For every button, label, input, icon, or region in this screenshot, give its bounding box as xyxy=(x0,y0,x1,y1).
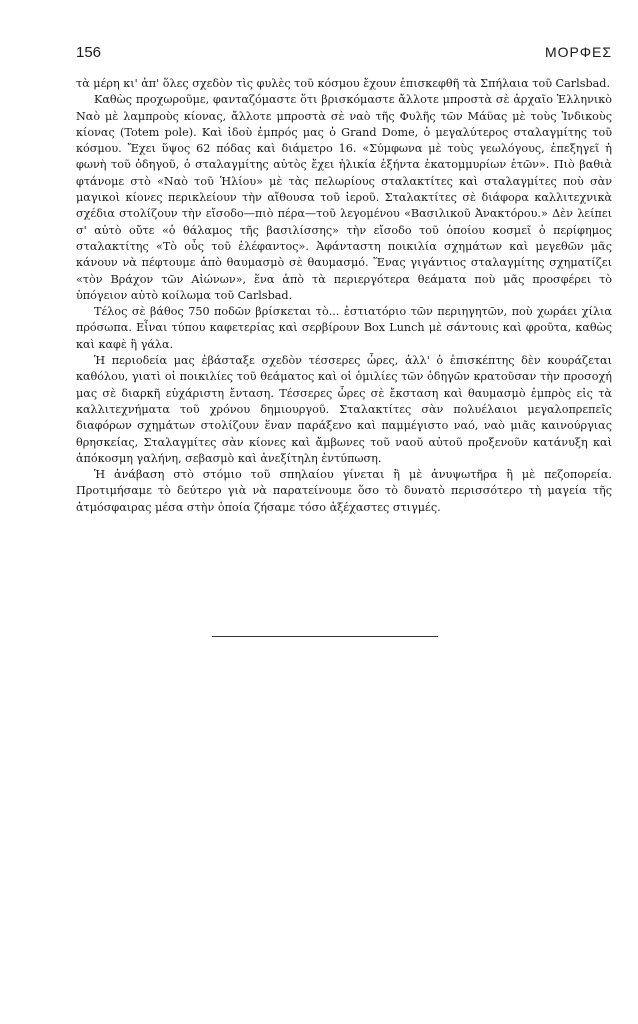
running-title: ΜΟΡΦΕΣ xyxy=(544,44,612,60)
paragraph-tour-duration: Ἡ περιοδεία μας ἐβάσταξε σχεδὸν τέσσερες ὧρες, ἀλλ' ὁ ἐπισκέπτης δὲν κουράζεται καθόλου, γιατὶ οἱ ποικιλίες τοῦ θεάματος καὶ οἱ ὁμιλίες τῶν ὁδηγῶν κρατοῦσαν τὴν προσοχή μας σὲ διαρκῆ εὐχάριστη ἔνταση. Τέσσερες ὧρες σὲ ἔκσταση καὶ θαυμασμὸ ἐμπρὸς εἰς τὰ καλλιτεχνήματα τοῦ χρόνου δημιουργοῦ. Σταλακτίτες σὰν πολυέλαιοι μεγαλοπρεπεῖς διαφόρων σχημάτων στολίζουν ἕναν παράξενο καὶ παμμέγιστο ναό, ναὸ μιᾶς καινούργιας θρησκείας, Σταλαγμίτες σὰν κίονες καὶ ἄμβωνες τοῦ ναοῦ αὐτοῦ προξενοῦν κατάνυξη καὶ ἀπόκοσμη γαλήνη, σεβασμὸ καὶ ἀνεξίτηλη ἐντύπωση. xyxy=(76,354,612,465)
paragraph-continued: τὰ μέρη κι' ἀπ' ὅλες σχεδὸν τὶς φυλὲς τοῦ κόσμου ἔχουν ἐπισκεφθῆ τὰ Σπήλαια τοῦ Carlsbad. xyxy=(76,77,611,90)
page-header xyxy=(76,44,612,64)
page-number: 156 xyxy=(76,44,102,61)
body-text xyxy=(76,76,612,516)
paragraph-ascent: Ἡ ἀνάβαση στὸ στόμιο τοῦ σπηλαίου γίνεται ἢ μὲ ἀνυψωτῆρα ἢ μὲ πεζοπορεία. Προτιμήσαμε τὸ δεύτερο γιὰ νὰ παρατείνουμε ὅσο τὸ δυνατὸ περισσότερο τὴ μαγεία τῆς ἀτμόσφαιρας μέσα στὴν ὁποία ζήσαμε τόσο ἀξέχαστες στιγμές. xyxy=(76,468,612,514)
paragraph-cave-temples: Καθὼς προχωροῦμε, φανταζόμαστε ὅτι βρισκόμαστε ἄλλοτε μπροστὰ σὲ ἀρχαῖο Ἑλληνικὸ Ναὸ μὲ λαμπροὺς κίονας, ἄλλοτε μπροστὰ σὲ ναὸ τῆς Φυλῆς τῶν Μάϋας μὲ τοὺς Ἰνδικοὺς κίονας (Totem pole). Καὶ ἰδοὺ ἐμπρός μας ὁ Grand Dome, ὁ μεγαλύτερος σταλαγμίτης τοῦ κόσμου. Ἔχει ὕψος 62 πόδας καὶ διάμετρο 16. «Σύμφωνα μὲ τοὺς γεωλόγους, ἐπεξηγεῖ ἡ φωνὴ τοῦ ὁδηγοῦ, ὁ σταλαγμίτης αὐτὸς ἔχει ἡλικία ἑξήντα ἑκατομμυρίων ἐτῶν». Πιὸ βαθιὰ φτάνομε στὸ «Ναὸ τοῦ Ἡλίου» μὲ τὰς πελωρίους σταλακτίτες καὶ σταλαγμίτες ποὺ σὰν μαγικοὶ κίονες περικλείουν τὴν αἴθουσα τοῦ ἱεροῦ. Σταλακτίτες σὲ διάφορα καλλιτεχνικὰ σχέδια στολίζουν τὴν εἴσοδο—πιὸ πέρα—τοῦ λεγομένου «Βασιλικοῦ Ἀνακτόρου.» Δὲν λείπει σ' αὐτὸ οὔτε «ὁ θάλαμος τῆς βασιλίσσης» τὴν εἴσοδο τοῦ ὁποίου κοσμεῖ ὁ περίφημος σταλακτίτης «Τὸ οὖς τοῦ ἐλέφαντος». Ἀφάνταστη ποικιλία σχημάτων καὶ μεγεθῶν μᾶς κάνουν νὰ πέφτουμε ἀπὸ θαυμασμὸ σὲ θαυμασμό. Ἕνας γιγάντιος σταλαγμίτης σχηματίζει «τὸν Βράχον τῶν Αἰώνων», ἕνα ἀπὸ τὰ περιεργότερα θεάματα ποὺ μᾶς προσφέρει τὸ ὑπόγειον αὐτὸ κοίλωμα τοῦ Carlsbad. xyxy=(76,93,612,302)
section-divider xyxy=(212,636,438,637)
paragraph-restaurant: Τέλος σὲ βάθος 750 ποδῶν βρίσκεται τὸ... ἑστιατόριο τῶν περιηγητῶν, ποὺ χωράει χίλια πρόσωπα. Εἶναι τύπου καφετερίας καὶ σερβίρουν Box Lunch μὲ σάντουις καὶ φροῦτα, καθὼς καὶ καφὲ ἢ γάλα. xyxy=(76,305,612,351)
